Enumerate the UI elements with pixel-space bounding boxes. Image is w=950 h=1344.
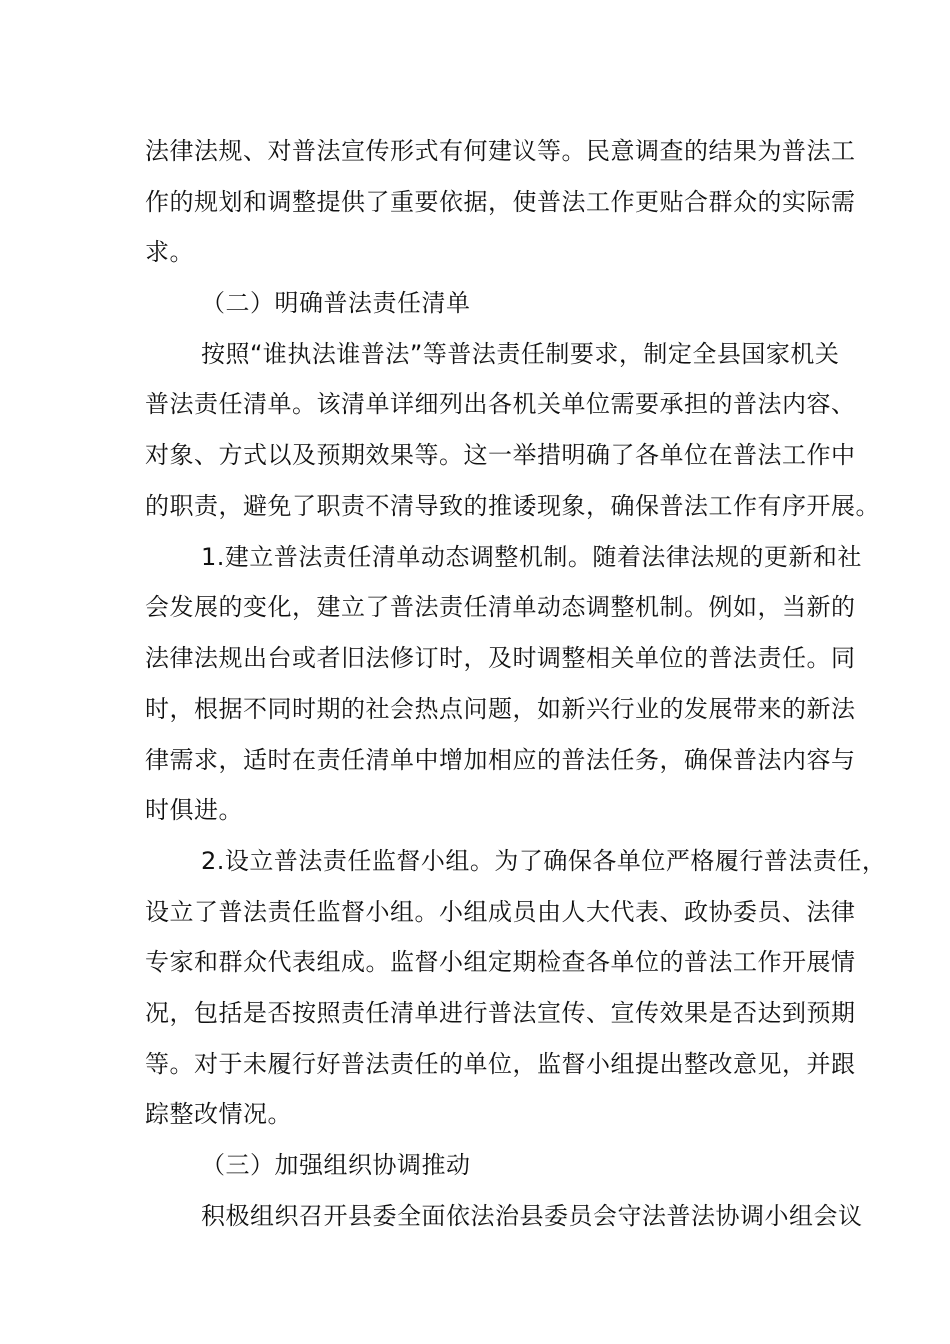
text-line: 对象、方式以及预期效果等。这一举措明确了各单位在普法工作中	[145, 441, 856, 469]
paragraph-start: 积极组织召开县委全面依法治县委员会守法普法协调小组会议	[201, 1202, 863, 1230]
section-heading-2: （二）明确普法责任清单	[201, 289, 471, 317]
text-line: 会发展的变化，建立了普法责任清单动态调整机制。例如，当新的	[145, 593, 856, 621]
text-line: 普法责任清单。该清单详细列出各机关单位需要承担的普法内容、	[145, 390, 856, 418]
text-line: 法律法规、对普法宣传形式有何建议等。民意调查的结果为普法工	[145, 137, 856, 165]
text-line: 等。对于未履行好普法责任的单位，监督小组提出整改意见，并跟	[145, 1050, 856, 1078]
text-line: 律需求，适时在责任清单中增加相应的普法任务，确保普法内容与	[145, 746, 856, 774]
paragraph-start: 1.建立普法责任清单动态调整机制。随着法律法规的更新和社	[201, 543, 862, 571]
text-line: 时俱进。	[145, 796, 243, 824]
text-line: 的职责，避免了职责不清导致的推诿现象，确保普法工作有序开展。	[145, 492, 880, 520]
paragraph-start: 2.设立普法责任监督小组。为了确保各单位严格履行普法责任，	[201, 847, 887, 875]
text-line: 设立了普法责任监督小组。小组成员由人大代表、政协委员、法律	[145, 898, 856, 926]
text-line: 求。	[145, 238, 194, 266]
text-line: 时，根据不同时期的社会热点问题，如新兴行业的发展带来的新法	[145, 695, 856, 723]
text-line: 况，包括是否按照责任清单进行普法宣传、宣传效果是否达到预期	[145, 999, 856, 1027]
text-line: 踪整改情况。	[145, 1100, 292, 1128]
text-line: 作的规划和调整提供了重要依据，使普法工作更贴合群众的实际需	[145, 188, 856, 216]
text-line: 法律法规出台或者旧法修订时，及时调整相关单位的普法责任。同	[145, 644, 856, 672]
paragraph-start: 按照“谁执法谁普法”等普法责任制要求，制定全县国家机关	[201, 340, 840, 368]
text-line: 专家和群众代表组成。监督小组定期检查各单位的普法工作开展情	[145, 948, 856, 976]
section-heading-3: （三）加强组织协调推动	[201, 1151, 471, 1179]
